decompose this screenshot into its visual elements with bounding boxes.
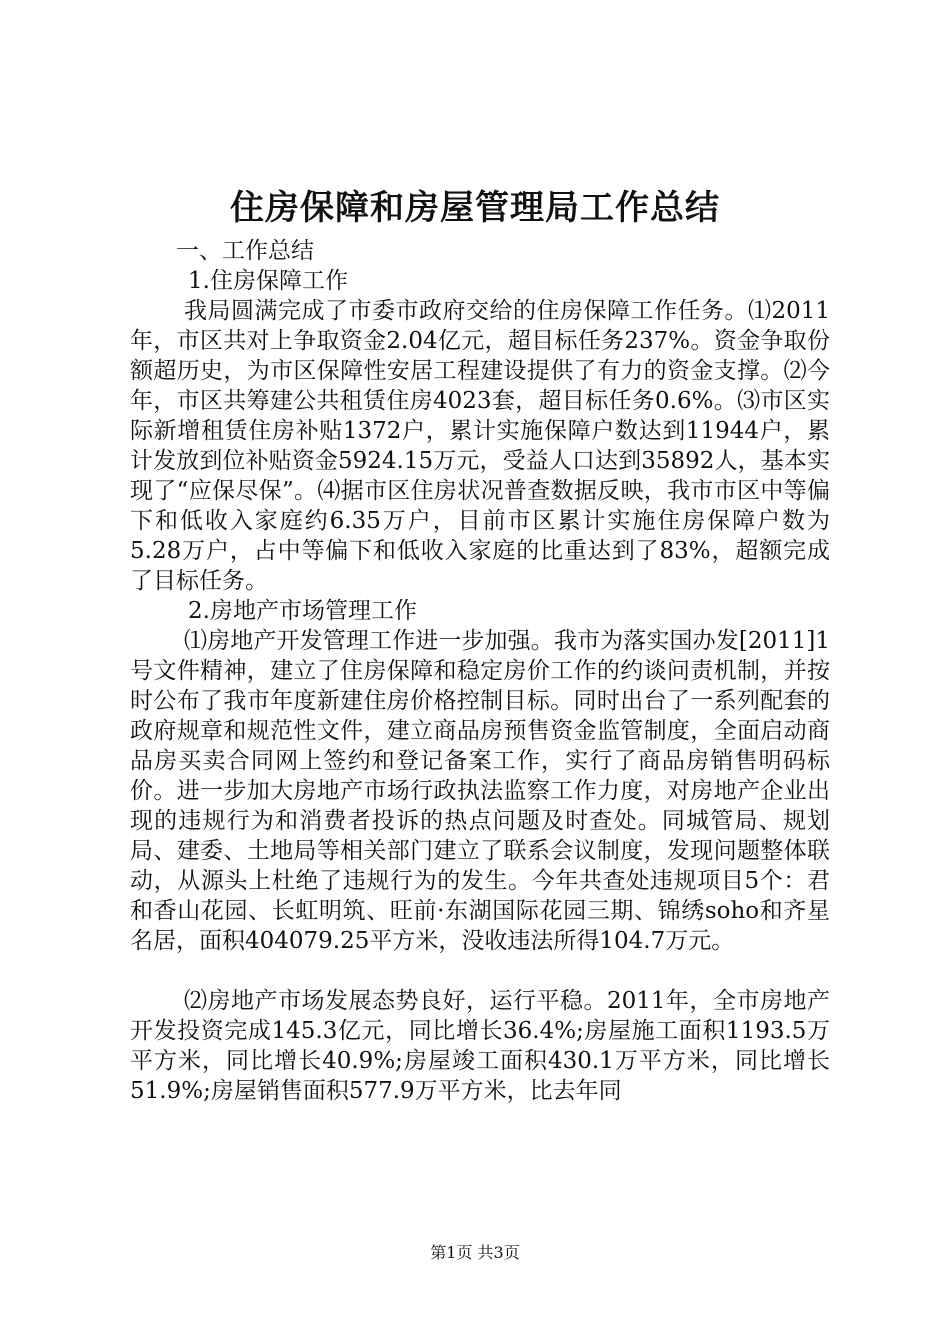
section-heading: 一、工作总结	[176, 238, 314, 264]
document-body	[130, 236, 830, 1106]
paragraph-market-development: ⑵房地产市场发展态势良好，运行平稳。2011年，全市房地产开发投资完成145.3亿元，同比增长36.4%;房屋施工面积1193.5万平方米，同比增长40.9%;房屋竣工面积430.1万平方米，同比增长51.9%;房屋销售面积577.9万平方米，比去年同	[130, 988, 830, 1104]
subsection-heading-real-estate-market: 2.房地产市场管理工作	[188, 598, 417, 624]
paragraph-development-management: ⑴房地产开发管理工作进一步加强。我市为落实国办发[2011]1号文件精神，建立了住房保障和稳定房价工作的约谈问责机制，并按时公布了我市年度新建住房价格控制目标。同时出台了一系列配套的政府规章和规范性文件，建立商品房预售资金监管制度，全面启动商品房买卖合同网上签约和登记备案工作，实行了商品房销售明码标价。进一步加大房地产市场行政执法监察工作力度，对房地产企业出现的违规行为和消费者投诉的热点问题及时查处。同城管局、规划局、建委、土地局等相关部门建立了联系会议制度，发现问题整体联动，从源头上杜绝了违规行为的发生。今年共查处违规项目5个：君和香山花园、长虹明筑、旺前·东湖国际花园三期、锦绣soho和齐星名居，面积404079.25平方米，没收违法所得104.7万元。	[130, 628, 830, 954]
subsection-heading-housing-security: 1.住房保障工作	[188, 268, 348, 294]
paragraph-housing-security: 我局圆满完成了市委市政府交给的住房保障工作任务。⑴2011年，市区共对上争取资金2.04亿元，超目标任务237%。资金争取份额超历史，为市区保障性安居工程建设提供了有力的资金支撑。⑵今年，市区共筹建公共租赁住房4023套，超目标任务0.6%。⑶市区实际新增租赁住房补贴1372户，累计实施保障户数达到11944户，累计发放到位补贴资金5924.15万元，受益人口达到35892人，基本实现了“应保尽保”。⑷据市区住房状况普查数据反映，我市市区中等偏下和低收入家庭约6.35万户，目前市区累计实施住房保障户数为5.28万户，占中等偏下和低收入家庭的比重达到了83%，超额完成了目标任务。	[130, 298, 830, 594]
paragraph-gap	[130, 956, 830, 986]
page-number: 第1页 共3页	[430, 1243, 520, 1262]
document-title: 住房保障和房屋管理局工作总结	[230, 188, 720, 228]
